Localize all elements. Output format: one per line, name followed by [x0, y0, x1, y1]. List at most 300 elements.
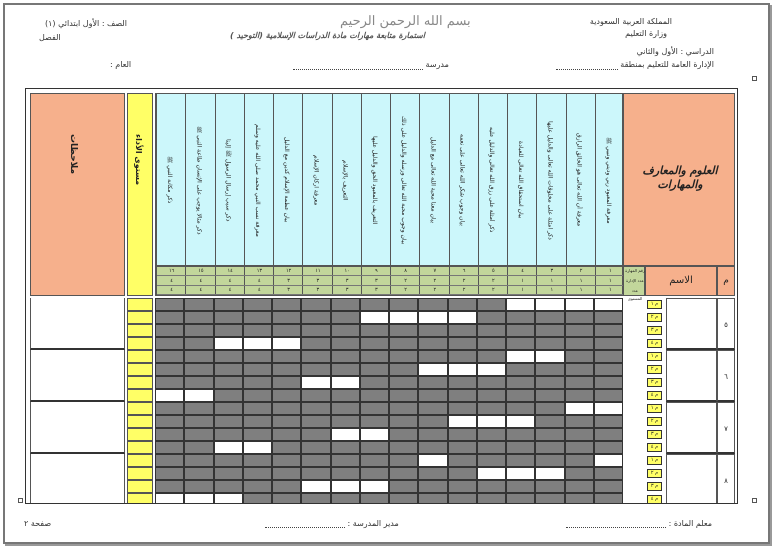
- skill-score-cell[interactable]: [535, 350, 564, 363]
- skill-score-cell[interactable]: [389, 428, 418, 441]
- skill-score-cell[interactable]: [360, 324, 389, 337]
- skill-score-cell[interactable]: [272, 389, 301, 402]
- skill-score-cell[interactable]: [418, 389, 447, 402]
- skill-score-cell[interactable]: [301, 324, 330, 337]
- skill-score-cell[interactable]: [418, 467, 447, 480]
- skill-score-cell[interactable]: [535, 337, 564, 350]
- skill-score-cell[interactable]: [594, 428, 623, 441]
- principal-input[interactable]: [265, 527, 345, 528]
- skill-score-cell[interactable]: [594, 402, 623, 415]
- skill-score-cell[interactable]: [272, 467, 301, 480]
- skill-score-cell[interactable]: [301, 480, 330, 493]
- notes-cell[interactable]: [30, 298, 125, 350]
- skill-score-cell[interactable]: [301, 428, 330, 441]
- skill-score-cell[interactable]: [301, 493, 330, 504]
- skill-score-cell[interactable]: [331, 363, 360, 376]
- skill-score-cell[interactable]: [155, 428, 184, 441]
- skill-score-cell[interactable]: [506, 428, 535, 441]
- skill-score-cell[interactable]: [535, 493, 564, 504]
- skill-score-cell[interactable]: [301, 415, 330, 428]
- skill-score-cell[interactable]: [272, 480, 301, 493]
- skill-score-cell[interactable]: [389, 402, 418, 415]
- skill-score-cell[interactable]: [301, 467, 330, 480]
- skill-score-cell[interactable]: [594, 337, 623, 350]
- skill-score-cell[interactable]: [565, 454, 594, 467]
- skill-score-cell[interactable]: [214, 324, 243, 337]
- skill-score-cell[interactable]: [418, 324, 447, 337]
- skill-score-cell[interactable]: [506, 350, 535, 363]
- skill-score-cell[interactable]: [331, 428, 360, 441]
- level-mark: م ١: [647, 352, 662, 361]
- skill-score-cell[interactable]: [477, 454, 506, 467]
- skill-score-cell[interactable]: [506, 337, 535, 350]
- skill-score-cell[interactable]: [389, 363, 418, 376]
- skill-score-cell[interactable]: [594, 467, 623, 480]
- skill-score-cell[interactable]: [506, 402, 535, 415]
- skill-score-cell[interactable]: [272, 363, 301, 376]
- skill-score-cell[interactable]: [565, 337, 594, 350]
- skill-score-cell[interactable]: [331, 415, 360, 428]
- skill-score-cell[interactable]: [535, 324, 564, 337]
- skill-score-cell[interactable]: [448, 402, 477, 415]
- performance-level-cell[interactable]: [127, 441, 153, 454]
- skill-score-cell[interactable]: [301, 441, 330, 454]
- skill-score-cell[interactable]: [565, 298, 594, 311]
- notes-cell[interactable]: [30, 402, 125, 454]
- skill-score-cell[interactable]: [155, 337, 184, 350]
- skill-score-cell[interactable]: [243, 480, 272, 493]
- skill-score-cell[interactable]: [184, 441, 213, 454]
- skill-score-cell[interactable]: [448, 298, 477, 311]
- skill-score-cell[interactable]: [301, 363, 330, 376]
- student-name-cell[interactable]: [666, 350, 717, 402]
- skill-score-cell[interactable]: [477, 363, 506, 376]
- skill-number: ٤: [508, 267, 537, 276]
- skill-score-cell[interactable]: [243, 415, 272, 428]
- skill-score-cell[interactable]: [331, 402, 360, 415]
- skill-score-cell[interactable]: [418, 428, 447, 441]
- skill-score-cell[interactable]: [272, 350, 301, 363]
- performance-level-cell[interactable]: [127, 376, 153, 389]
- skill-score-cell[interactable]: [214, 363, 243, 376]
- skill-score-cell[interactable]: [214, 298, 243, 311]
- skill-score-cell[interactable]: [389, 454, 418, 467]
- skill-score-cell[interactable]: [506, 454, 535, 467]
- skill-number: ٦: [450, 267, 479, 276]
- skill-score-cell[interactable]: [331, 350, 360, 363]
- skill-score-cell[interactable]: [448, 363, 477, 376]
- skill-score-cell[interactable]: [184, 350, 213, 363]
- skill-score-cell[interactable]: [477, 415, 506, 428]
- performance-level-cell[interactable]: [127, 415, 153, 428]
- skill-score-cell[interactable]: [477, 493, 506, 504]
- skill-score-cell[interactable]: [477, 402, 506, 415]
- skill-score-cell[interactable]: [155, 441, 184, 454]
- skill-score-cell[interactable]: [448, 454, 477, 467]
- skill-score-cell[interactable]: [214, 350, 243, 363]
- skill-score-cell[interactable]: [331, 493, 360, 504]
- skill-score-cell[interactable]: [506, 311, 535, 324]
- skill-number-column: [215, 267, 244, 295]
- skill-score-cell[interactable]: [594, 363, 623, 376]
- skill-score-cell[interactable]: [272, 493, 301, 504]
- skill-score-cell[interactable]: [331, 467, 360, 480]
- skill-number-column: [361, 267, 390, 295]
- skill-score-cell[interactable]: [184, 428, 213, 441]
- performance-level-cell[interactable]: [127, 337, 153, 350]
- skill-score-cell[interactable]: [477, 376, 506, 389]
- skill-unit-number: ١: [537, 277, 566, 286]
- skill-score-cell[interactable]: [360, 454, 389, 467]
- skill-score-cell[interactable]: [448, 350, 477, 363]
- skill-score-cell[interactable]: [418, 402, 447, 415]
- skill-score-cell[interactable]: [272, 402, 301, 415]
- skill-score-cell[interactable]: [184, 480, 213, 493]
- skill-score-cell[interactable]: [448, 480, 477, 493]
- skill-score-cell[interactable]: [331, 480, 360, 493]
- student-name-cell[interactable]: [666, 454, 717, 504]
- skill-score-cell[interactable]: [272, 454, 301, 467]
- skill-score-cell[interactable]: [360, 467, 389, 480]
- skill-score-cell[interactable]: [565, 376, 594, 389]
- skill-score-cell[interactable]: [506, 493, 535, 504]
- performance-level-cell[interactable]: [127, 480, 153, 493]
- skill-score-cell[interactable]: [418, 363, 447, 376]
- performance-level-cell[interactable]: [127, 493, 153, 504]
- skill-score-cell[interactable]: [155, 363, 184, 376]
- skill-score-cell[interactable]: [214, 402, 243, 415]
- skill-score-cell[interactable]: [184, 389, 213, 402]
- skill-score-cell[interactable]: [214, 480, 243, 493]
- skill-score-cell[interactable]: [243, 428, 272, 441]
- skill-score-cell[interactable]: [214, 311, 243, 324]
- skill-score-cell[interactable]: [272, 337, 301, 350]
- index-header: م: [717, 266, 735, 296]
- skill-score-cell[interactable]: [243, 493, 272, 504]
- skill-score-cell[interactable]: [155, 376, 184, 389]
- skill-score-cell[interactable]: [301, 350, 330, 363]
- skill-score-cell[interactable]: [243, 402, 272, 415]
- skill-score-cell[interactable]: [594, 480, 623, 493]
- student-name-cell[interactable]: [666, 298, 717, 350]
- skill-score-cell[interactable]: [184, 298, 213, 311]
- skill-score-cell[interactable]: [214, 389, 243, 402]
- skill-score-cell[interactable]: [477, 389, 506, 402]
- skill-score-cell[interactable]: [506, 415, 535, 428]
- skill-unit-number: ٢: [450, 277, 479, 286]
- skill-score-cell[interactable]: [184, 376, 213, 389]
- skill-score-cell[interactable]: [565, 467, 594, 480]
- skill-score-cell[interactable]: [243, 298, 272, 311]
- skill-score-cell[interactable]: [418, 311, 447, 324]
- skill-score-cell[interactable]: [506, 298, 535, 311]
- skill-score-cell[interactable]: [565, 311, 594, 324]
- skill-score-cell[interactable]: [565, 363, 594, 376]
- skill-score-cell[interactable]: [301, 311, 330, 324]
- skill-score-cell[interactable]: [360, 376, 389, 389]
- skill-score-cell[interactable]: [360, 415, 389, 428]
- skill-score-cell[interactable]: [418, 493, 447, 504]
- teacher-input[interactable]: [566, 527, 666, 528]
- skill-score-cell[interactable]: [155, 324, 184, 337]
- performance-level-cell[interactable]: [127, 311, 153, 324]
- skill-score-cell[interactable]: [477, 441, 506, 454]
- skill-score-cell[interactable]: [184, 363, 213, 376]
- performance-level-cell[interactable]: [127, 389, 153, 402]
- skill-score-cell[interactable]: [272, 441, 301, 454]
- student-name-cell[interactable]: [666, 402, 717, 454]
- skill-score-cell[interactable]: [155, 389, 184, 402]
- skill-score-cell[interactable]: [243, 311, 272, 324]
- skill-score-cell[interactable]: [272, 298, 301, 311]
- skill-score-cell[interactable]: [448, 493, 477, 504]
- skill-score-cell[interactable]: [565, 441, 594, 454]
- skill-score-cell[interactable]: [331, 441, 360, 454]
- skill-score-cell[interactable]: [360, 441, 389, 454]
- level-mark: م ٢: [647, 365, 662, 374]
- skill-score-cell[interactable]: [535, 441, 564, 454]
- skill-score-cell[interactable]: [389, 337, 418, 350]
- skill-score-cell[interactable]: [565, 480, 594, 493]
- skill-score-cell[interactable]: [477, 337, 506, 350]
- skill-score-cell[interactable]: [331, 311, 360, 324]
- skill-score-cell[interactable]: [155, 480, 184, 493]
- skill-score-cell[interactable]: [448, 467, 477, 480]
- skill-score-cell[interactable]: [184, 415, 213, 428]
- skill-score-cell[interactable]: [272, 311, 301, 324]
- school-input[interactable]: [293, 69, 423, 70]
- skill-score-cell[interactable]: [418, 441, 447, 454]
- skill-score-cell[interactable]: [565, 428, 594, 441]
- skill-score-cell[interactable]: [448, 441, 477, 454]
- skill-score-cell[interactable]: [477, 467, 506, 480]
- skill-unit-number: ٢: [391, 277, 420, 286]
- skill-score-cell[interactable]: [565, 350, 594, 363]
- skill-score-cell[interactable]: [184, 454, 213, 467]
- skill-score-cell[interactable]: [184, 311, 213, 324]
- skill-score-cell[interactable]: [448, 376, 477, 389]
- skill-score-cell[interactable]: [243, 441, 272, 454]
- skill-score-cell[interactable]: [155, 454, 184, 467]
- skill-score-cell[interactable]: [535, 480, 564, 493]
- skill-score-cell[interactable]: [272, 376, 301, 389]
- skill-score-cell[interactable]: [331, 454, 360, 467]
- skill-score-cell[interactable]: [477, 428, 506, 441]
- skill-score-cell[interactable]: [389, 467, 418, 480]
- skill-score-cell[interactable]: [301, 454, 330, 467]
- skill-score-cell[interactable]: [243, 363, 272, 376]
- skill-score-cell[interactable]: [360, 298, 389, 311]
- skill-label: معرفة أن الله تعالى هو الخالق الرازق: [575, 133, 583, 227]
- skill-unit-number: ١: [596, 277, 625, 286]
- skill-score-cell[interactable]: [243, 389, 272, 402]
- skill-score-cell[interactable]: [535, 363, 564, 376]
- skill-score-cell[interactable]: [506, 389, 535, 402]
- skill-score-cell[interactable]: [565, 493, 594, 504]
- skill-score-cell[interactable]: [360, 480, 389, 493]
- skill-score-cell[interactable]: [360, 428, 389, 441]
- skill-score-cell[interactable]: [535, 428, 564, 441]
- skill-score-cell[interactable]: [594, 324, 623, 337]
- skill-score-cell[interactable]: [535, 298, 564, 311]
- skill-score-cell[interactable]: [155, 467, 184, 480]
- skill-score-cell[interactable]: [535, 376, 564, 389]
- level-mark: م ٣: [647, 378, 662, 387]
- skill-score-cell[interactable]: [506, 363, 535, 376]
- skill-score-cell[interactable]: [594, 389, 623, 402]
- skill-score-cell[interactable]: [389, 376, 418, 389]
- skill-score-cell[interactable]: [594, 350, 623, 363]
- skill-score-cell[interactable]: [301, 298, 330, 311]
- performance-level-cell[interactable]: [127, 298, 153, 311]
- skill-score-cell[interactable]: [360, 350, 389, 363]
- skill-score-cell[interactable]: [477, 311, 506, 324]
- skill-score-cell[interactable]: [214, 415, 243, 428]
- skill-score-cell[interactable]: [448, 337, 477, 350]
- skill-score-cell[interactable]: [360, 363, 389, 376]
- skill-score-cell[interactable]: [389, 415, 418, 428]
- level-mark: م ٤: [647, 443, 662, 452]
- skill-score-cell[interactable]: [418, 298, 447, 311]
- skill-score-cell[interactable]: [155, 402, 184, 415]
- skill-score-cell[interactable]: [477, 350, 506, 363]
- skill-score-cell[interactable]: [594, 454, 623, 467]
- performance-level-cell[interactable]: [127, 363, 153, 376]
- skill-score-cell[interactable]: [184, 493, 213, 504]
- skill-score-cell[interactable]: [214, 428, 243, 441]
- skill-score-cell[interactable]: [155, 415, 184, 428]
- skill-score-cell[interactable]: [477, 480, 506, 493]
- skill-score-cell[interactable]: [243, 337, 272, 350]
- skill-score-cell[interactable]: [243, 376, 272, 389]
- skill-score-cell[interactable]: [331, 324, 360, 337]
- performance-level-cell[interactable]: [127, 428, 153, 441]
- skill-score-cell[interactable]: [272, 428, 301, 441]
- skill-score-cell[interactable]: [272, 415, 301, 428]
- skill-unit-number: ٢: [391, 286, 420, 295]
- skill-score-cell[interactable]: [418, 337, 447, 350]
- performance-level-cell[interactable]: [127, 350, 153, 363]
- skill-score-cell[interactable]: [565, 389, 594, 402]
- skill-score-cell[interactable]: [155, 493, 184, 504]
- skill-score-cell[interactable]: [448, 415, 477, 428]
- skill-score-cell[interactable]: [535, 311, 564, 324]
- skill-score-cell[interactable]: [418, 480, 447, 493]
- skill-score-cell[interactable]: [565, 402, 594, 415]
- performance-level-cell[interactable]: [127, 467, 153, 480]
- skill-score-cell[interactable]: [184, 467, 213, 480]
- skill-score-cell[interactable]: [594, 493, 623, 504]
- notes-cell[interactable]: [30, 454, 125, 504]
- skill-score-cell[interactable]: [506, 376, 535, 389]
- skill-score-cell[interactable]: [331, 337, 360, 350]
- skill-score-cell[interactable]: [301, 389, 330, 402]
- skill-score-cell[interactable]: [506, 324, 535, 337]
- skill-score-cell[interactable]: [214, 441, 243, 454]
- notes-cell[interactable]: [30, 350, 125, 402]
- skill-score-cell[interactable]: [594, 298, 623, 311]
- skill-score-cell[interactable]: [389, 311, 418, 324]
- skill-score-cell[interactable]: [418, 415, 447, 428]
- skill-score-cell[interactable]: [331, 298, 360, 311]
- performance-level-cell[interactable]: [127, 402, 153, 415]
- skill-score-cell[interactable]: [535, 415, 564, 428]
- skill-score-cell[interactable]: [243, 350, 272, 363]
- skill-score-cell[interactable]: [331, 376, 360, 389]
- skill-score-cell[interactable]: [448, 428, 477, 441]
- skill-score-cell[interactable]: [389, 350, 418, 363]
- skill-score-cell[interactable]: [155, 350, 184, 363]
- skill-score-cell[interactable]: [272, 324, 301, 337]
- skill-score-cell[interactable]: [506, 441, 535, 454]
- skill-score-cell[interactable]: [184, 402, 213, 415]
- skill-score-cell[interactable]: [389, 298, 418, 311]
- skill-score-cell[interactable]: [243, 324, 272, 337]
- skill-score-cell[interactable]: [418, 350, 447, 363]
- skill-score-cell[interactable]: [477, 324, 506, 337]
- skill-score-cell[interactable]: [477, 298, 506, 311]
- skill-score-cell[interactable]: [535, 389, 564, 402]
- skill-score-cell[interactable]: [389, 480, 418, 493]
- skill-score-cell[interactable]: [565, 324, 594, 337]
- skill-score-cell[interactable]: [155, 311, 184, 324]
- skill-score-cell[interactable]: [418, 454, 447, 467]
- skill-score-cell[interactable]: [389, 441, 418, 454]
- skill-score-cell[interactable]: [331, 389, 360, 402]
- skill-score-cell[interactable]: [565, 415, 594, 428]
- skill-score-cell[interactable]: [594, 311, 623, 324]
- skill-score-cell[interactable]: [448, 324, 477, 337]
- skill-score-cell[interactable]: [594, 415, 623, 428]
- skill-score-cell[interactable]: [214, 467, 243, 480]
- skill-score-cell[interactable]: [594, 376, 623, 389]
- skill-score-cell[interactable]: [389, 389, 418, 402]
- skill-score-cell[interactable]: [184, 337, 213, 350]
- skill-score-cell[interactable]: [360, 493, 389, 504]
- performance-level-cell[interactable]: [127, 324, 153, 337]
- skill-score-cell[interactable]: [535, 467, 564, 480]
- skill-score-cell[interactable]: [214, 454, 243, 467]
- skill-score-cell[interactable]: [389, 324, 418, 337]
- skill-score-cell[interactable]: [155, 298, 184, 311]
- skill-score-cell[interactable]: [448, 389, 477, 402]
- skill-number: ٧: [420, 267, 449, 276]
- skill-score-cell[interactable]: [243, 454, 272, 467]
- performance-level-cell[interactable]: [127, 454, 153, 467]
- skill-score-cell[interactable]: [360, 311, 389, 324]
- skill-score-cell[interactable]: [214, 376, 243, 389]
- skill-score-cell[interactable]: [301, 402, 330, 415]
- skill-score-cell[interactable]: [535, 402, 564, 415]
- skill-score-cell[interactable]: [506, 480, 535, 493]
- skill-score-cell[interactable]: [506, 467, 535, 480]
- skill-score-cell[interactable]: [214, 337, 243, 350]
- skill-score-cell[interactable]: [214, 493, 243, 504]
- skill-score-cell[interactable]: [243, 467, 272, 480]
- skill-score-cell[interactable]: [418, 376, 447, 389]
- skill-score-cell[interactable]: [301, 337, 330, 350]
- skill-number-column: [390, 267, 419, 295]
- skill-score-cell[interactable]: [594, 441, 623, 454]
- skill-score-cell[interactable]: [360, 402, 389, 415]
- skill-score-cell[interactable]: [301, 376, 330, 389]
- skill-score-cell[interactable]: [389, 493, 418, 504]
- skill-score-cell[interactable]: [535, 454, 564, 467]
- skill-score-cell[interactable]: [360, 337, 389, 350]
- skill-score-cell[interactable]: [360, 389, 389, 402]
- skill-score-cell[interactable]: [448, 311, 477, 324]
- skill-score-cell[interactable]: [184, 324, 213, 337]
